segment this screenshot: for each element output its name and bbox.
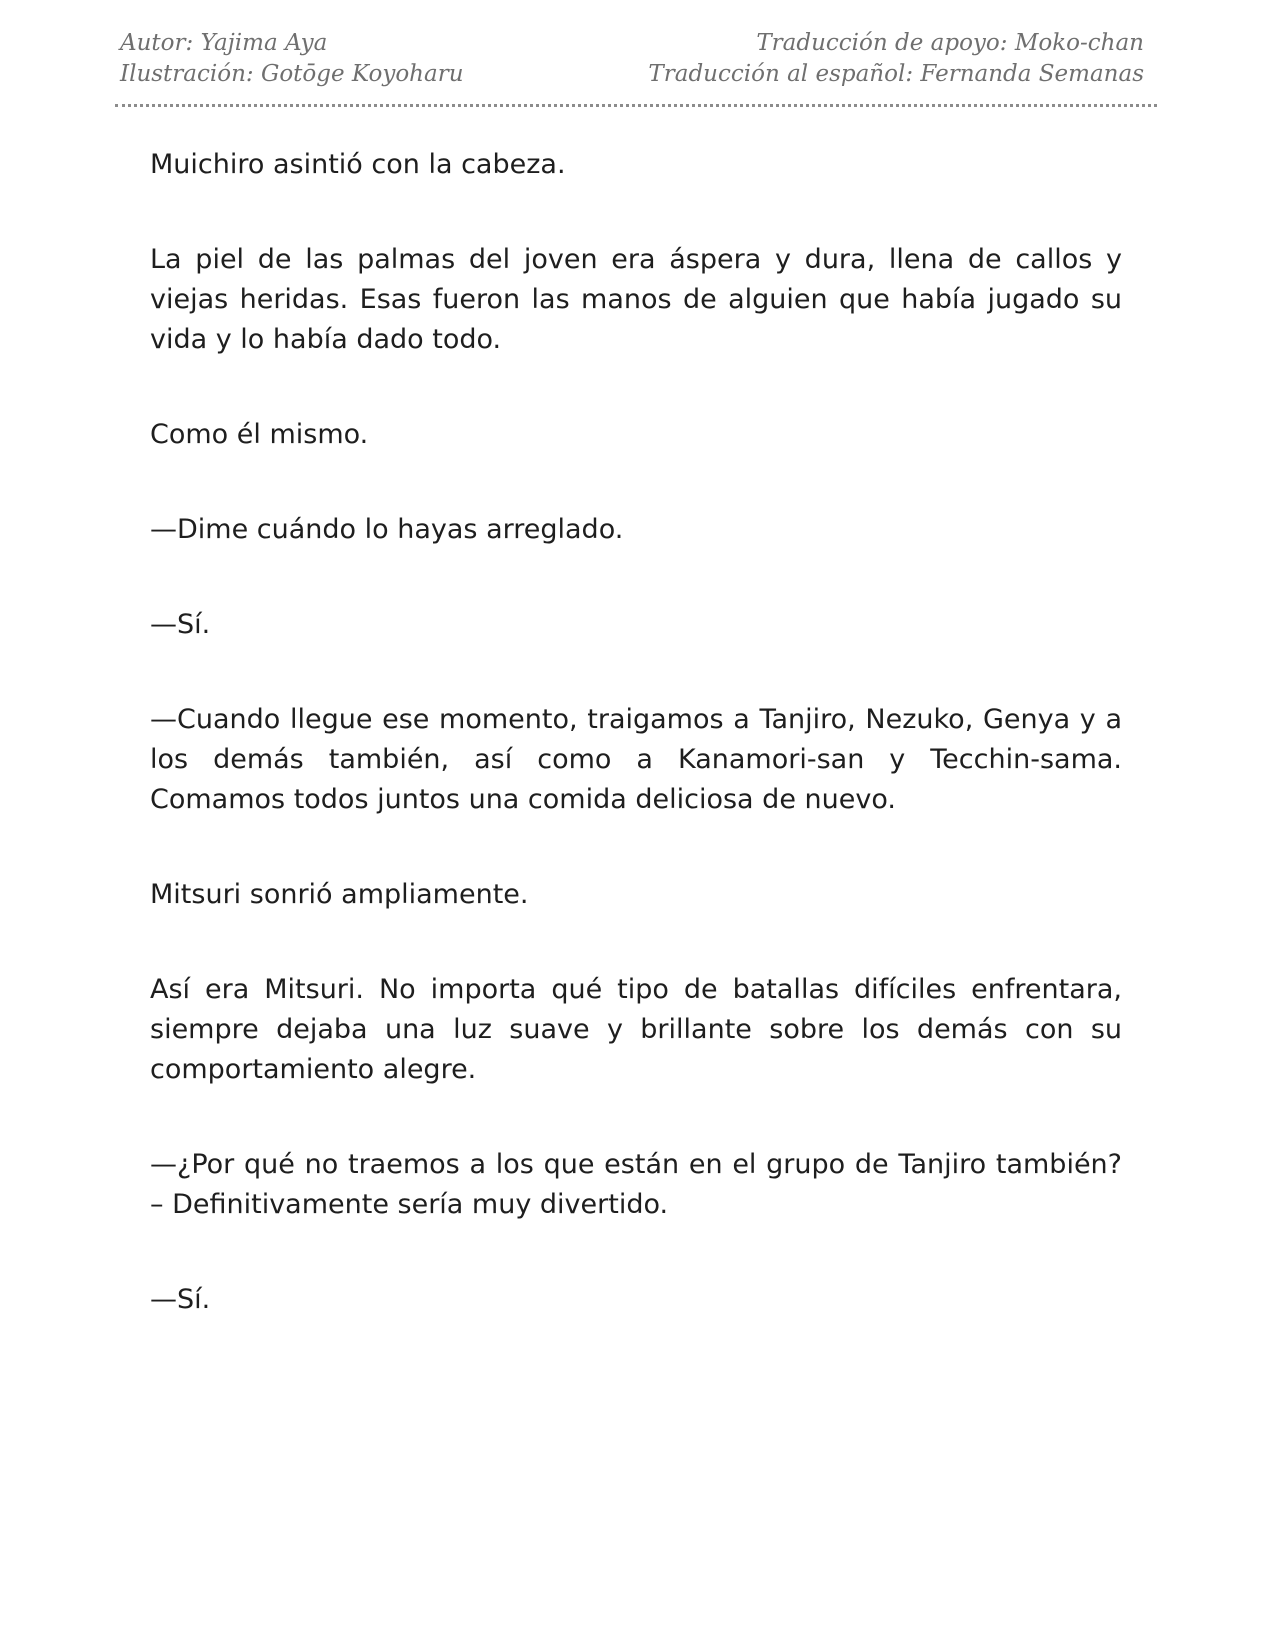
paragraph: Como él mismo. — [150, 419, 369, 450]
header-credits-left — [120, 28, 464, 90]
paragraph: —Dime cuándo lo hayas arreglado. — [150, 514, 624, 545]
author-credit: Autor: Yajima Aya — [120, 30, 328, 56]
paragraph: —¿Por qué no traemos a los que están en el grupo de Tanjiro también? – Definitivamente sería muy divertido. — [150, 1149, 1122, 1220]
document-body — [150, 145, 1122, 1375]
paragraph: —Sí. — [150, 609, 211, 640]
spanish-translation-credit: Traducción al español: Fernanda Semanas — [648, 61, 1144, 87]
paragraph: Así era Mitsuri. No importa qué tipo de batallas difíciles enfrentara, siempre dejaba una luz suave y brillante sobre los demás con su comportamiento alegre. — [150, 974, 1122, 1085]
paragraph: —Sí. — [150, 1284, 211, 1315]
page-header — [120, 28, 1144, 92]
header-divider — [115, 104, 1157, 107]
paragraph: La piel de las palmas del joven era áspera y dura, llena de callos y viejas heridas. Esas fueron las manos de alguien que había jugado su vida y lo había dado todo. — [150, 244, 1122, 355]
paragraph: Mitsuri sonrió ampliamente. — [150, 879, 529, 910]
support-translation-credit: Traducción de apoyo: Moko-chan — [756, 30, 1144, 56]
paragraph: —Cuando llegue ese momento, traigamos a Tanjiro, Nezuko, Genya y a los demás también, así como a Kanamori-san y Tecchin-sama. Comamos todos juntos una comida deliciosa de nuevo. — [150, 704, 1122, 815]
header-credits-right — [648, 28, 1144, 90]
paragraph: Muichiro asintió con la cabeza. — [150, 149, 566, 180]
illustration-credit: Ilustración: Gotōge Koyoharu — [120, 61, 464, 87]
